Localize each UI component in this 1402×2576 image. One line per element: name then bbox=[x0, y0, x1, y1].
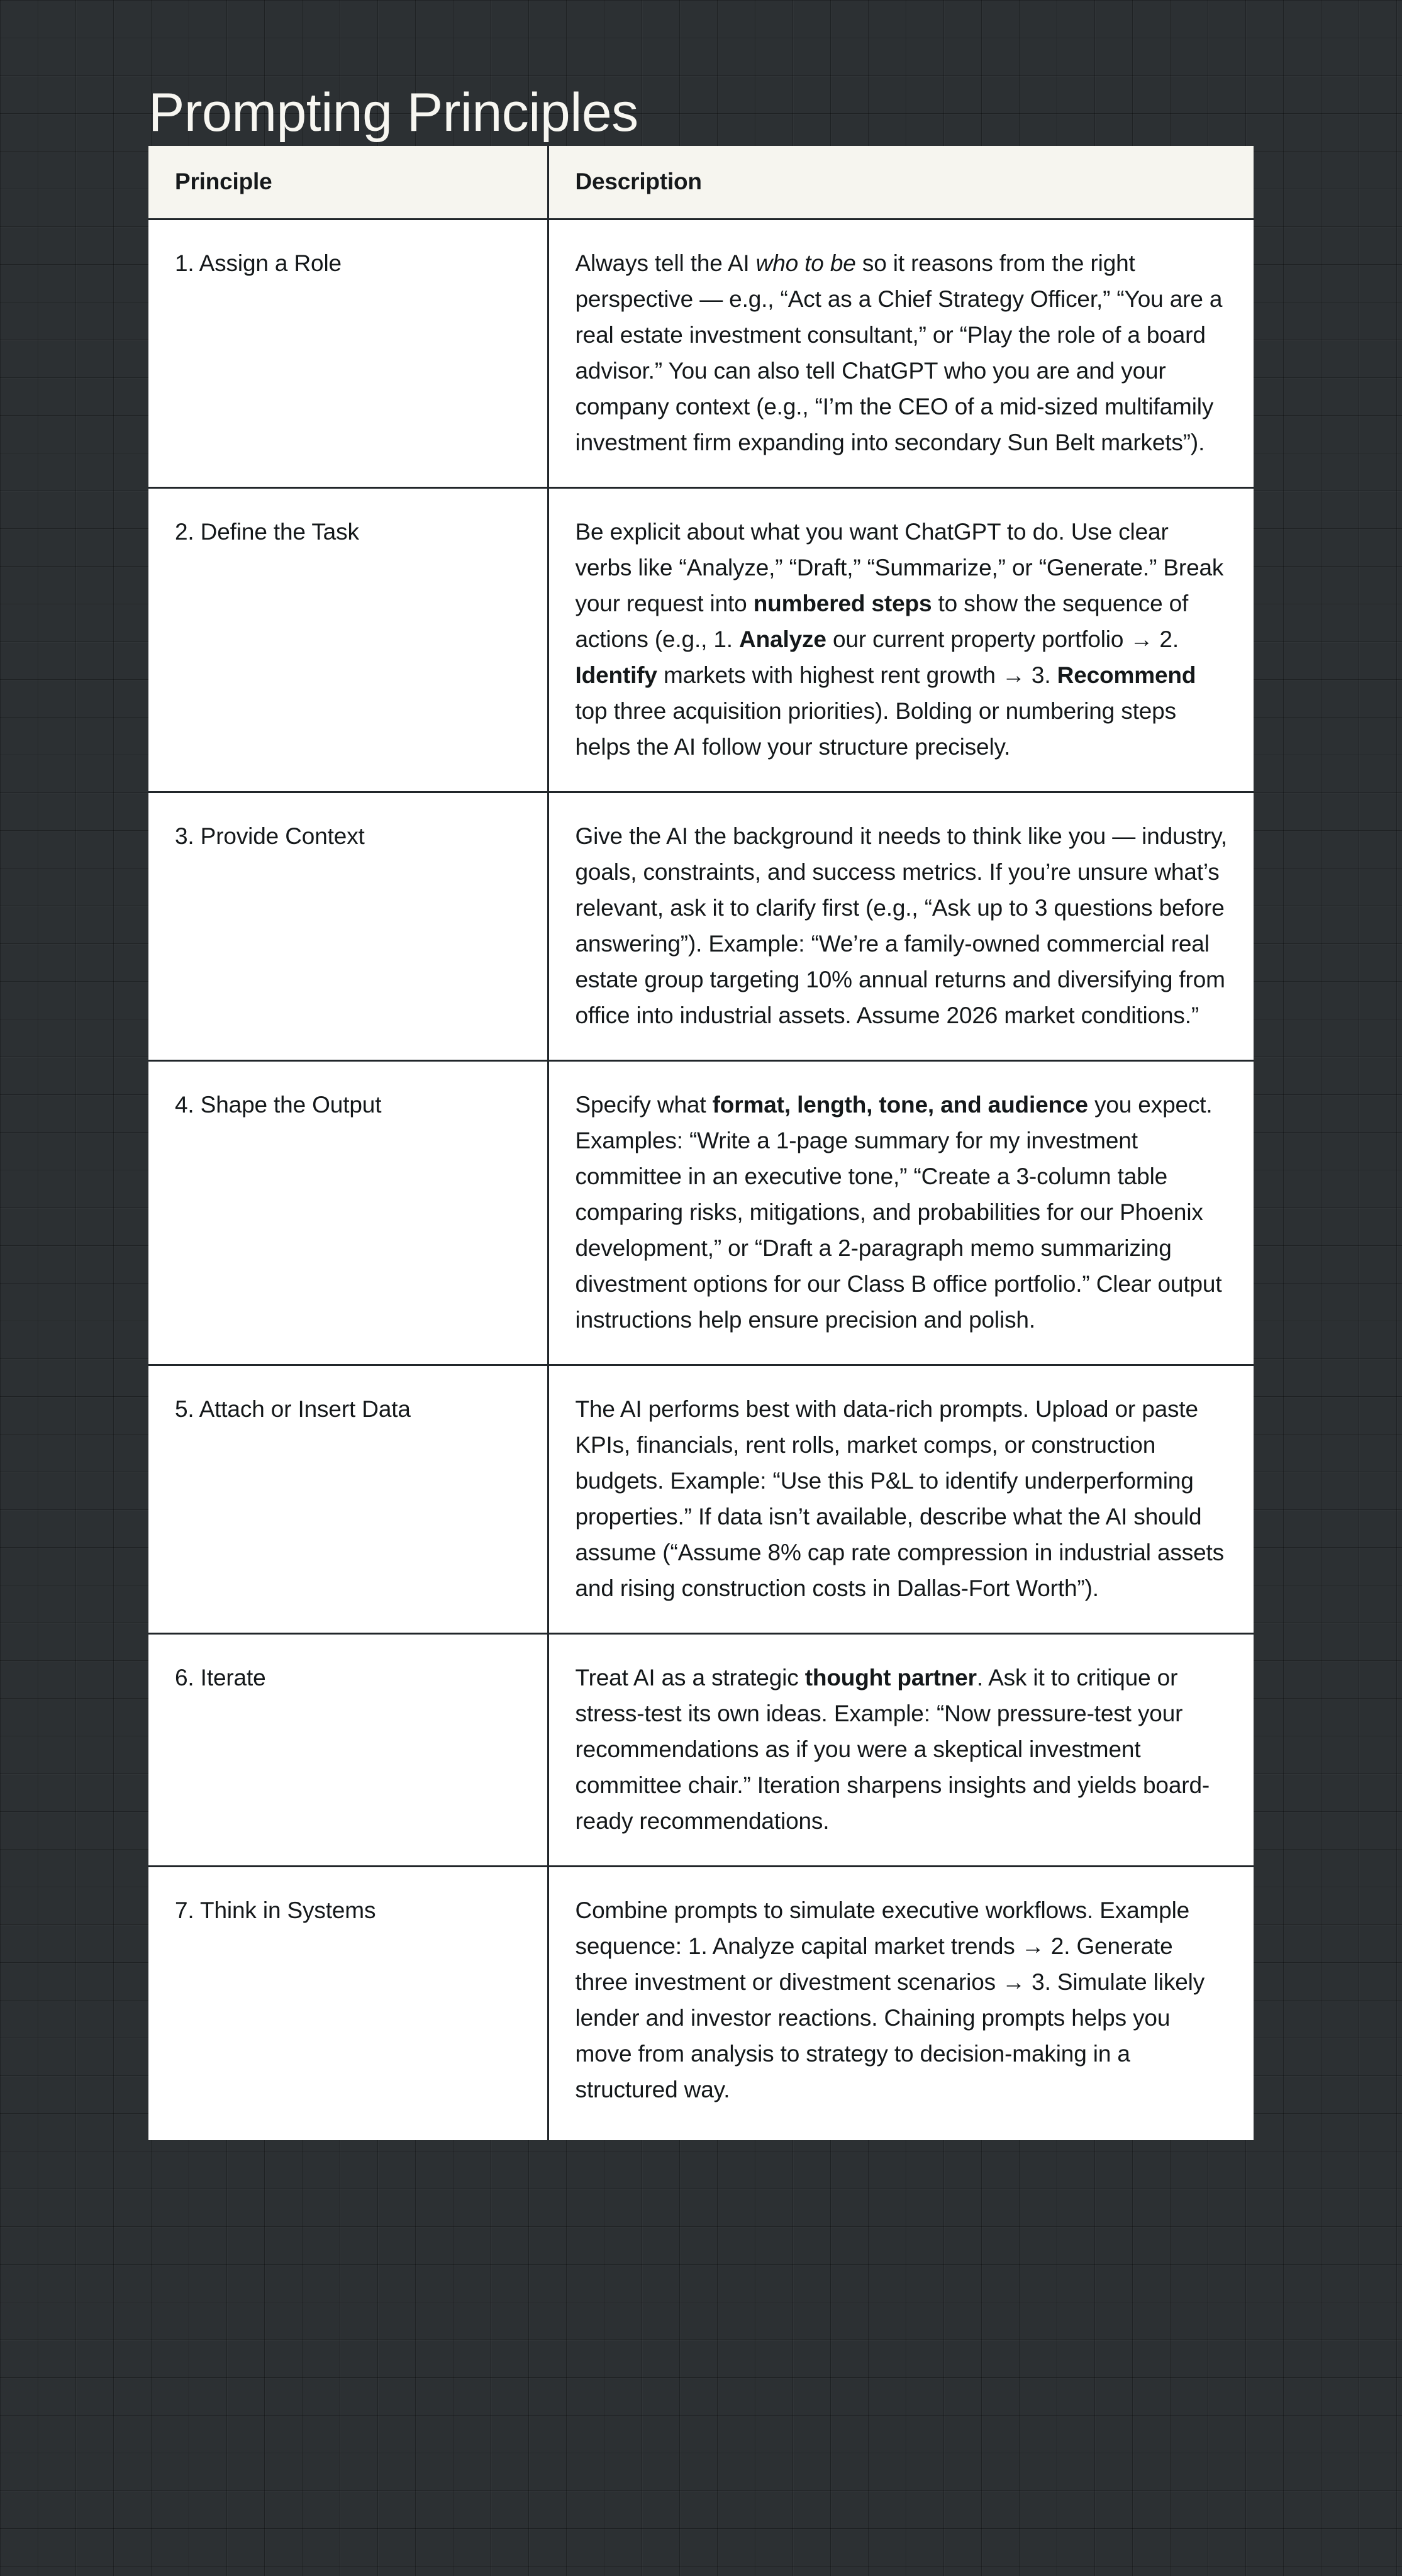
principles-table bbox=[148, 146, 1254, 2140]
table-row bbox=[148, 1365, 1254, 1633]
principle-cell: 1. Assign a Role bbox=[148, 219, 548, 487]
table-header bbox=[148, 146, 1254, 219]
column-header-description: Description bbox=[548, 146, 1254, 219]
principle-cell: 6. Iterate bbox=[148, 1633, 548, 1866]
table-body bbox=[148, 219, 1254, 2140]
principles-table-container bbox=[148, 146, 1254, 2140]
principle-cell: 2. Define the Task bbox=[148, 487, 548, 792]
table-row bbox=[148, 1866, 1254, 2140]
table-row bbox=[148, 487, 1254, 792]
table-row bbox=[148, 1060, 1254, 1365]
page-title: Prompting Principles bbox=[148, 82, 638, 143]
principle-cell: 5. Attach or Insert Data bbox=[148, 1365, 548, 1633]
description-cell: Always tell the AI who to be so it reasons from the right perspective — e.g., “Act as a Chief Strategy Officer,” “You are a real estate investment consultant,” or “Play the role of a board advisor.” You can also tell ChatGPT who you are and your company context (e.g., “I’m the CEO of a mid-sized multifamily investment firm expanding into secondary Sun Belt markets”). bbox=[548, 219, 1254, 487]
description-cell: The AI performs best with data-rich prompts. Upload or paste KPIs, financials, rent rolls, market comps, or construction budgets. Example: “Use this P&L to identify underperforming properties.” If data isn’t available, describe what the AI should assume (“Assume 8% cap rate compression in industrial assets and rising construction costs in Dallas-Fort Worth”). bbox=[548, 1365, 1254, 1633]
description-cell: Specify what format, length, tone, and audience you expect. Examples: “Write a 1-page summary for my investment committee in an executive tone,” “Create a 3-column table comparing risks, mitigations, and probabilities for our Phoenix development,” or “Draft a 2-paragraph memo summarizing divestment options for our Class B office portfolio.” Clear output instructions help ensure precision and polish. bbox=[548, 1060, 1254, 1365]
table-row bbox=[148, 1633, 1254, 1866]
table-row bbox=[148, 219, 1254, 487]
principle-cell: 3. Provide Context bbox=[148, 792, 548, 1060]
table-row bbox=[148, 792, 1254, 1060]
column-header-principle: Principle bbox=[148, 146, 548, 219]
table-header-row bbox=[148, 146, 1254, 219]
description-cell: Be explicit about what you want ChatGPT to do. Use clear verbs like “Analyze,” “Draft,” “Summarize,” or “Generate.” Break your request into numbered steps to show the sequence of actions (e.g., 1. Analyze our current property portfolio → 2. Identify markets with highest rent growth → 3. Recommend top three acquisition priorities). Bolding or numbering steps helps the AI follow your structure precisely. bbox=[548, 487, 1254, 792]
description-cell: Give the AI the background it needs to think like you — industry, goals, constraints, and success metrics. If you’re unsure what’s relevant, ask it to clarify first (e.g., “Ask up to 3 questions before answering”). Example: “We’re a family-owned commercial real estate group targeting 10% annual returns and diversifying from office into industrial assets. Assume 2026 market conditions.” bbox=[548, 792, 1254, 1060]
description-cell: Treat AI as a strategic thought partner. Ask it to critique or stress-test its own ideas. Example: “Now pressure-test your recommendations as if you were a skeptical investment committee chair.” Iteration sharpens insights and yields board-ready recommendations. bbox=[548, 1633, 1254, 1866]
principle-cell: 7. Think in Systems bbox=[175, 1897, 376, 1923]
principle-cell: 4. Shape the Output bbox=[148, 1060, 548, 1365]
description-cell: Combine prompts to simulate executive workflows. Example sequence: 1. Analyze capital market trends → 2. Generate three investment or divestment scenarios → 3. Simulate likely lender and investor reactions. Chaining prompts helps you move from analysis to strategy to decision-making in a structured way. bbox=[548, 1866, 1254, 2140]
